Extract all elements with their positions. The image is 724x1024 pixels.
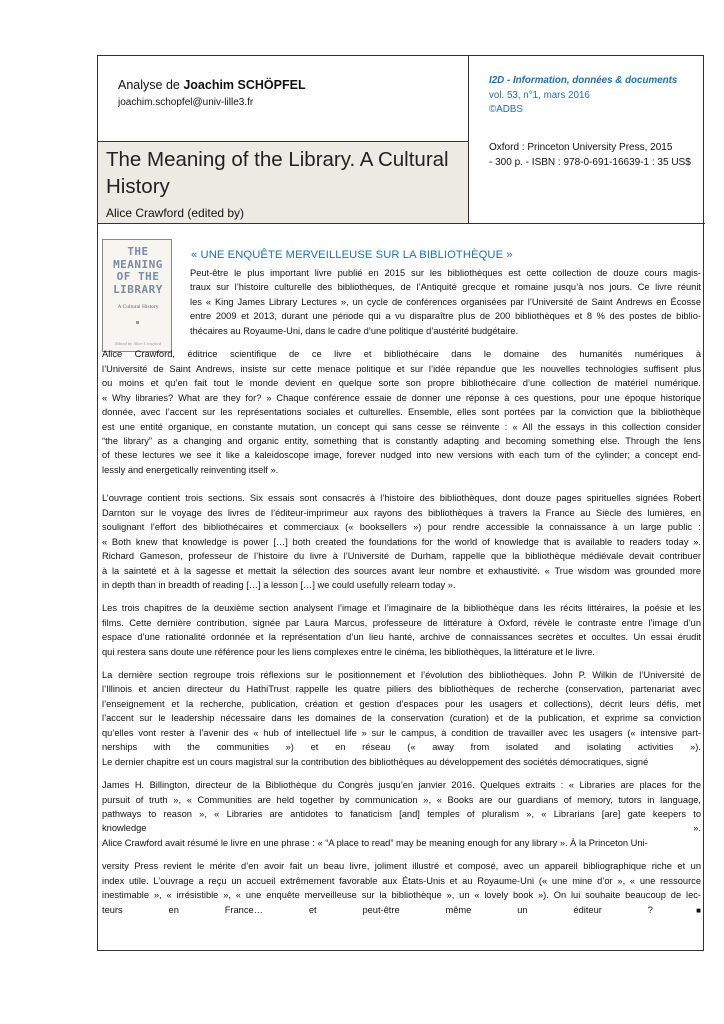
text-line: « Both knew that knowledge is power […] both created the foundations for the world of knowledge that is available to readers today ». bbox=[102, 537, 701, 547]
text-line: donnée, avec l’accent sur les représentations sociales et culturelles. Ensemble, elles sont portées par la conviction que la bibliothèque bbox=[102, 407, 701, 417]
text-line: l’enseignement et la recherche, publication, création et gestion d’espaces pour les usagers et collections), décrit leurs défis, met bbox=[102, 699, 701, 709]
text-line: La dernière section regroupe trois réflexions sur le positionnement et l’évolution des bibliothèques. John P. Wilkin de l’Université de bbox=[102, 670, 701, 680]
reviewer-box bbox=[98, 56, 469, 142]
cover-ornament bbox=[136, 321, 139, 324]
text-line: Le dernier chapitre est un cours magistral sur la contribution des bibliothèques au développement des sociétés démocratiques, signé bbox=[102, 757, 649, 767]
text-line: “the library” as a changing and organic entity, something that is constantly adapting and becoming something else. Through the lens bbox=[102, 436, 701, 446]
text-line: lessly and energetically reinventing itself ». bbox=[102, 465, 279, 475]
text-line: pursuit of truth », « Communities are held together by communication », « Books are our guardians of memory, tutors in language, bbox=[102, 795, 701, 805]
text-line: of these lectures we see it like a kaleidoscope image, forever nudged into new versions with each turn of the cylinder; a concept end- bbox=[102, 450, 701, 460]
text-line: thécaires au Royaume-Uni, dans le cadre d’une politique d’austérité budgétaire. bbox=[190, 326, 519, 336]
text-line: L’ouvrage contient trois sections. Six essais sont consacrés à l’histoire des bibliothèques, dont douze pages spirituelles signées Robert bbox=[102, 493, 701, 503]
text-line: qui restera sans doute une référence pour les liens complexes entre le cinéma, les bibliothèques, la littérature et le livre. bbox=[102, 647, 596, 657]
text-line: traux sur l’histoire culturelle des bibliothèques, de l’Antiquité grecque et romaine jusqu’à nos jours. Ce livre réunit bbox=[190, 282, 701, 292]
review-frame bbox=[97, 55, 704, 951]
cover-editor: Edited by Alice Crawford bbox=[115, 341, 161, 346]
reviewer-email: joachim.schopfel@univ-lille3.fr bbox=[118, 97, 254, 108]
text-line: Darnton sur le voyage des livres de l’éditeur-imprimeur aux rayons des bibliothèques à travers la France au Siècle des lumières, en bbox=[102, 508, 701, 518]
text-line: index utile. L’ouvrage a reçu un accueil extrêmement favorable aux États-Unis et au Royaume-Uni (« une mine d’or », « une ressource bbox=[102, 876, 701, 886]
reviewer-prefix: Analyse de bbox=[118, 78, 184, 92]
book-cover-image bbox=[102, 239, 172, 352]
text-line: l’Université de Saint Andrews, insiste sur cette menace politique et sur l’idée répandue que les nouvelles technologies suffisent plus bbox=[102, 364, 701, 374]
cover-subtitle: A Cultural History bbox=[117, 304, 159, 310]
journal-name: I2D - Information, données & documents bbox=[489, 75, 678, 86]
cover-title-line: OF THE bbox=[116, 270, 160, 283]
text-line: entre 2009 et 2013, durant une période qui a vu disparaître plus de 200 bibliothèques et 8 % des postes de biblio- bbox=[190, 311, 701, 321]
text-line: nerships with the communities ») et en réseau (« away from isolated and isolating activities »). bbox=[102, 742, 701, 752]
text-line: ou moins et qu’en fait tout le monde devient en quelque sorte son propre bibliothécaire d’une collection de matériel numérique. bbox=[102, 378, 701, 388]
text-line: les « King James Library Lectures », un cycle de conférences organisées par l’Université de Saint Andrews en Écosse bbox=[190, 297, 701, 307]
text-line: espace d’une rationalité ordonnée et la représentation d’un lieu hanté, archive de connaissances secrètes et occultes. Un essai érudit bbox=[102, 632, 701, 642]
text-line: James H. Billington, directeur de la Bibliothèque du Congrès jusqu’en janvier 2016. Quelques extraits : « Libraries are places for the bbox=[102, 780, 701, 790]
text-line: « Why libraries? What are they for? » Chaque conférence essaie de donner une réponse à ces questions, pour une époque historique bbox=[102, 393, 701, 403]
text-line: in depth than in breadth of reading […] a lesson […] we could usefully relearn today ». bbox=[102, 580, 456, 590]
text-line: knowledge ». bbox=[102, 823, 701, 833]
review-headline: « UNE ENQUÊTE MERVEILLEUSE SUR LA BIBLIOTHÈQUE » bbox=[191, 249, 513, 261]
cover-title-line: LIBRARY bbox=[113, 282, 163, 296]
text-line: Alice Crawford avait résumé le livre en une phrase : « “A place to read” may be meaning enough for any library ». À la Princeton Uni- bbox=[102, 838, 648, 848]
title-box bbox=[98, 142, 469, 224]
text-line: à la sainteté et à la sagesse et mettait la sélection des sources avant leur nombre et exhaustivité. « True wisdom was grounded more bbox=[102, 566, 701, 576]
text-line: teurs en France… et peut-être même un éditeur ?■ bbox=[102, 905, 701, 915]
journal-volume: vol. 53, n°1, mars 2016 bbox=[489, 90, 590, 101]
cover-title-line: THE bbox=[127, 245, 149, 258]
reviewer-line bbox=[118, 78, 306, 92]
text-line: films. Cette dernière contribution, signée par Laura Marcus, professeure de littérature à Oxford, révèle le contraste entre l’image d’un bbox=[102, 618, 701, 628]
book-authors: Alice Crawford (edited by) bbox=[106, 206, 245, 220]
end-mark-icon: ■ bbox=[652, 906, 701, 915]
journal-copyright: ©ADBS bbox=[489, 104, 523, 115]
text-line: est une entité organique, en constante mutation, un concept qui sans cesse se réinvente : « All the essays in this collection consider bbox=[102, 422, 701, 432]
text-line: qu’elles vont rester à l’avenir des « hub of intellectuel life » sur le campus, à condition de travailler avec les usagers (« intensive part- bbox=[102, 728, 701, 738]
text-line: Peut-être le plus important livre publié en 2015 sur les bibliothèques est cette collection de douze cours magis- bbox=[190, 268, 701, 278]
text-line: l’accent sur le leadership nécessaire dans les domaines de la conservation (curation) et de la publication, et exprime sa conviction bbox=[102, 713, 701, 723]
text-line: Alice Crawford, éditrice scientifique de ce livre et bibliothécaire dans le domaine des humanités numériques à bbox=[102, 349, 701, 359]
cover-title bbox=[108, 246, 168, 296]
reviewer-name: Joachim SCHÖPFEL bbox=[183, 78, 306, 92]
text-line: pathways to reason », « Libraries are antidotes to fanaticism [and] temples of pluralism », « Librarians [are] gate keepers to bbox=[102, 809, 701, 819]
text-line: Les trois chapitres de la deuxième section analysent l’image et l’imaginaire de la bibliothèque dans les récits littéraires, la poésie et les bbox=[102, 603, 701, 613]
publication-box bbox=[469, 142, 705, 224]
journal-box bbox=[469, 56, 705, 142]
text-line: l’Illinois et ancien directeur du HathiTrust rappelle les quatre piliers des bibliothèques de recherche (conservation, partenariat avec bbox=[102, 684, 701, 694]
text-line: Richard Gameson, professeur de l’histoire du livre à l’Université de Durham, rappelle que la bibliothèque médiévale devait contribuer bbox=[102, 551, 701, 561]
text-line: inestimable », « irrésistible », « une enquête merveilleuse sur la bibliothèque », un « lovely book »). On lui souhaite beaucoup de lec- bbox=[102, 890, 701, 900]
publisher-line: Oxford : Princeton University Press, 2015 bbox=[489, 142, 673, 153]
book-title: The Meaning of the Library. A Cultural History bbox=[106, 148, 449, 198]
cover-title-line: MEANING bbox=[113, 257, 163, 271]
text-line: versity Press revient le mérite d’en avoir fait un beau livre, joliment illustré et composé, avec un appareil bibliographique riche et un bbox=[102, 861, 701, 871]
text-line: soulignant l’effort des bibliothécaires et commerciaux (« booksellers ») pour rendre accessible la connaissance à un large public : bbox=[102, 522, 701, 532]
book-details-line: - 300 p. - ISBN : 978-0-691-16639-1 : 35 US$ bbox=[489, 157, 691, 168]
